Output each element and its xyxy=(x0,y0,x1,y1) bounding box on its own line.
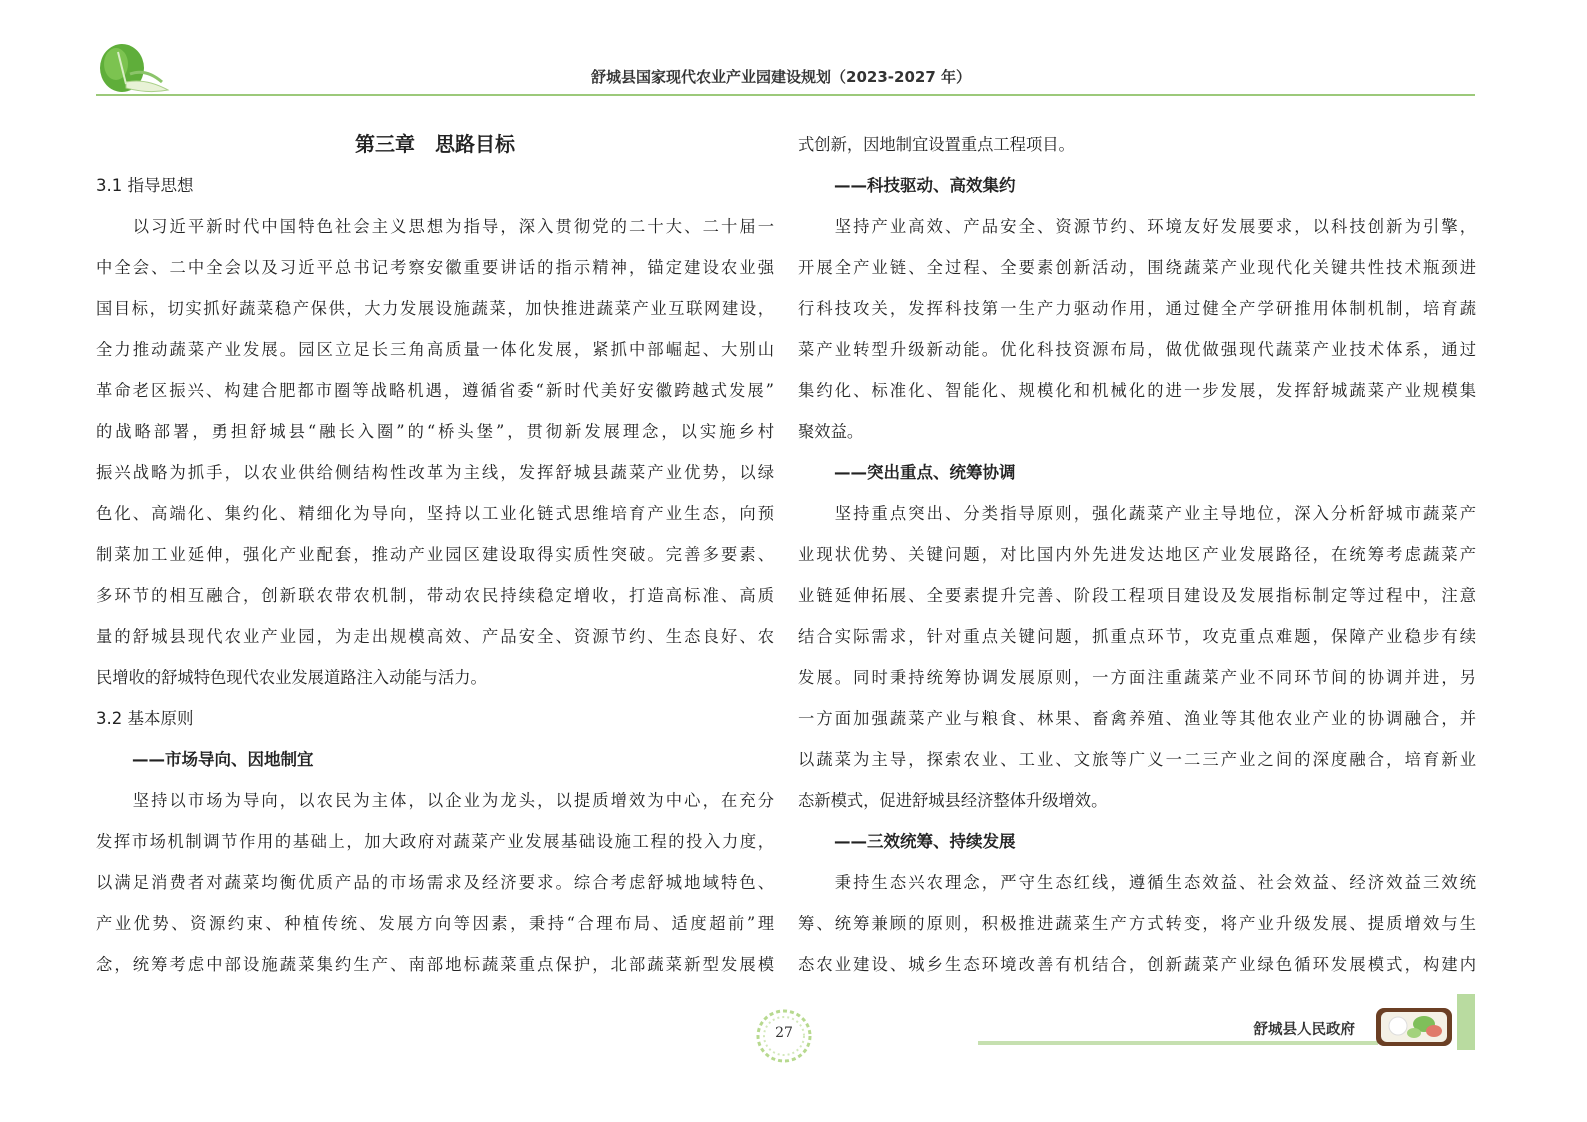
text-line: 筹、统筹兼顾的原则，积极推进蔬菜生产方式转变，将产业升级发展、提质增效与生 xyxy=(798,914,1476,933)
left-column xyxy=(96,124,774,985)
paragraph-key-priorities xyxy=(798,493,1476,821)
footer-accent-bar xyxy=(1457,994,1475,1050)
right-column xyxy=(798,124,1476,985)
text-line: 业链延伸拓展、全要素提升完善、阶段工程项目建设及发展指标制定等过程中，注意 xyxy=(798,586,1476,605)
text-line: 业现状优势、关键问题，对比国内外先进发达地区产业发展路径，在统筹考虑蔬菜产 xyxy=(798,545,1476,564)
text-line: 以满足消费者对蔬菜均衡优质产品的市场需求及经济要求。综合考虑舒城地域特色、 xyxy=(96,873,774,892)
text-line: 全力推动蔬菜产业发展。园区立足长三角高质量一体化发展，紧抓中部崛起、大别山 xyxy=(96,340,774,359)
text-line: 式创新，因地制宜设置重点工程项目。 xyxy=(798,135,1075,154)
text-line: 以习近平新时代中国特色社会主义思想为指导，深入贯彻党的二十大、二十届一 xyxy=(96,217,774,236)
text-line: 结合实际需求，针对重点关键问题，抓重点环节，攻克重点难题，保障产业稳步有续 xyxy=(798,627,1476,646)
principle-title: ——科技驱动、高效集约 xyxy=(834,176,1016,195)
text-line: 坚持重点突出、分类指导原则，强化蔬菜产业主导地位，深入分析舒城市蔬菜产 xyxy=(798,504,1476,523)
text-line: 革命老区振兴、构建合肥都市圈等战略机遇，遵循省委“新时代美好安徽跨越式发展” xyxy=(96,381,774,400)
principle-title: ——突出重点、统筹协调 xyxy=(834,463,1016,482)
document-header-title: 舒城县国家现代农业产业园建设规划（2023-2027 年） xyxy=(591,68,971,86)
text-line: 国目标，切实抓好蔬菜稳产保供，大力发展设施蔬菜，加快推进蔬菜产业互联网建设， xyxy=(96,299,774,318)
text-line: 以蔬菜为主导，探索农业、工业、文旅等广义一二三产业之间的深度融合，培育新业 xyxy=(798,750,1476,769)
text-line: 产业优势、资源约束、种植传统、发展方向等因素，秉持“合理布局、适度超前”理 xyxy=(96,914,774,933)
principle-title: ——市场导向、因地制宜 xyxy=(132,750,314,769)
text-line: 念，统筹考虑中部设施蔬菜集约生产、南部地标蔬菜重点保护，北部蔬菜新型发展模 xyxy=(96,955,774,974)
paragraph-market-oriented xyxy=(96,780,774,985)
footer-divider xyxy=(978,1041,1378,1045)
text-line: 秉持生态兴农理念，严守生态红线，遵循生态效益、社会效益、经济效益三效统 xyxy=(798,873,1476,892)
section-title: 3.1 指导思想 xyxy=(96,176,194,195)
text-line: 坚持以市场为导向，以农民为主体，以企业为龙头，以提质增效为中心，在充分 xyxy=(96,791,774,810)
text-line: 的战略部署，勇担舒城县“融长入圈”的“桥头堡”，贯彻新发展理念，以实施乡村 xyxy=(96,422,774,441)
text-line: 中全会、二中全会以及习近平总书记考察安徽重要讲话的指示精神，锚定建设农业强 xyxy=(96,258,774,277)
text-line: 色化、高端化、集约化、精细化为导向，坚持以工业化链式思维培育产业生态，向预 xyxy=(96,504,774,523)
text-line: 坚持产业高效、产品安全、资源节约、环境友好发展要求，以科技创新为引擎， xyxy=(798,217,1476,236)
text-line: 开展全产业链、全过程、全要素创新活动，围绕蔬菜产业现代化关键共性技术瓶颈进 xyxy=(798,258,1476,277)
principle-title: ——三效统筹、持续发展 xyxy=(834,832,1016,851)
text-line: 态农业建设、城乡生态环境改善有机结合，创新蔬菜产业绿色循环发展模式，构建内 xyxy=(798,955,1476,974)
section-title: 3.2 基本原则 xyxy=(96,709,194,728)
paragraph-sustainable xyxy=(798,862,1476,985)
paragraph-guiding-ideology xyxy=(96,206,774,698)
text-line: 多环节的相互融合，创新联农带农机制，带动农民持续稳定增收，打造高标准、高质 xyxy=(96,586,774,605)
paragraph-tech-driven xyxy=(798,206,1476,452)
text-line: 菜产业转型升级新动能。优化科技资源布局，做优做强现代蔬菜产业技术体系，通过 xyxy=(798,340,1476,359)
text-line: 态新模式，促进舒城县经济整体升级增效。 xyxy=(798,791,1108,810)
bok-choy-icon xyxy=(96,38,176,98)
text-line: 振兴战略为抓手，以农业供给侧结构性改革为主线，发挥舒城县蔬菜产业优势，以绿 xyxy=(96,463,774,482)
text-line: 聚效益。 xyxy=(798,422,864,441)
text-line: 集约化、标准化、智能化、规模化和机械化的进一步发展，发挥舒城蔬菜产业规模集 xyxy=(798,381,1476,400)
header-divider xyxy=(96,94,1475,96)
government-name: 舒城县人民政府 xyxy=(1253,1022,1355,1038)
vegetable-tray-icon xyxy=(1374,1004,1454,1048)
text-line: 一方面加强蔬菜产业与粮食、林果、畜禽养殖、渔业等其他农业产业的协调融合，并 xyxy=(798,709,1476,728)
text-line: 行科技攻关，发挥科技第一生产力驱动作用，通过健全产学研推用体制机制，培育蔬 xyxy=(798,299,1476,318)
chapter-title: 第三章 思路目标 xyxy=(355,132,515,156)
text-line: 发展。同时秉持统筹协调发展原则，一方面注重蔬菜产业不同环节间的协调并进，另 xyxy=(798,668,1476,687)
page-number: 27 xyxy=(775,1025,793,1041)
text-line: 制菜加工业延伸，强化产业配套，推动产业园区建设取得实质性突破。完善多要素、 xyxy=(96,545,774,564)
text-line: 量的舒城县现代农业产业园，为走出规模高效、产品安全、资源节约、生态良好、农 xyxy=(96,627,774,646)
text-line: 发挥市场机制调节作用的基础上，加大政府对蔬菜产业发展基础设施工程的投入力度， xyxy=(96,832,774,851)
text-line: 民增收的舒城特色现代农业发展道路注入动能与活力。 xyxy=(96,668,487,687)
